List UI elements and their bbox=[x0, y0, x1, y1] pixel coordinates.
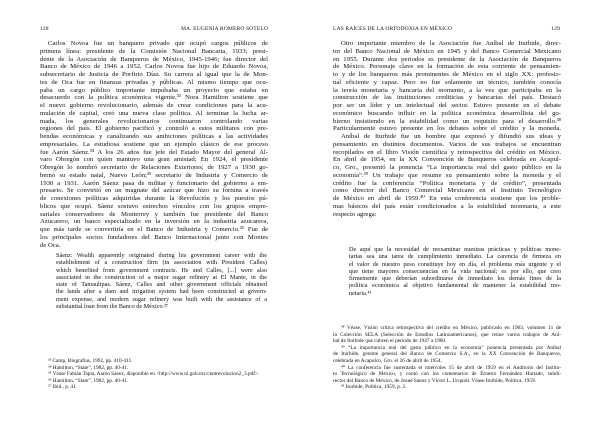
text-line: la Colección SELA (Selección de Estudios Latinoamericanos), que reúne varios trabajos de Aní- bbox=[333, 331, 561, 338]
right-page bbox=[300, 0, 600, 431]
block-quote bbox=[349, 246, 561, 297]
text-line: crédito fue la conferencia “Política monetaria y de crédito”, presentada bbox=[333, 179, 561, 187]
text-line: nal eficiente y capaz. Pero no fue solamente un técnico, también conocía bbox=[333, 78, 561, 86]
text-line: rector del Banco de México, de Josué Sáenz y Víctor L. Urquidi. Véase Iturbide, Política, 1959. bbox=[333, 377, 536, 384]
text-line: Sáenz: Wealth apparently originated during his government career with the bbox=[56, 252, 267, 259]
text-line: respecto agrega: bbox=[333, 210, 377, 218]
text-line: bernó su estado natal, Nuevo León;³⁵ secretario de Industria y Comercio de bbox=[40, 171, 268, 179]
text-line: de México. Personaje clave en la formación de esta corriente de pensamien- bbox=[333, 63, 561, 71]
page-number: 129 bbox=[551, 26, 560, 32]
text-line: co, Gro., presentó la ponencia “La importancia real del gasto público en la bbox=[333, 164, 561, 171]
text-line: empresariales. La estudiosa sostiene que un ejemplo clásico de ese proceso bbox=[40, 140, 268, 148]
text-line: Banco de México de 1946 a 1952. Carlos Novoa fue hijo de Eduardo Novoa, bbox=[40, 63, 268, 71]
text-line: blicos que ocupó. Sáenz sostuvo estrechos vínculos con los grupos empre- bbox=[40, 202, 268, 210]
text-line: ³⁷ Ibid., p. 41. bbox=[48, 384, 78, 391]
text-line: En abril de 1954, en la XX Convención de Banqueros celebrada en Acapul- bbox=[333, 156, 561, 164]
page-number: 128 bbox=[40, 26, 49, 32]
text-line: fue Aarón Sáenz.³⁴ A los 26 años fue jefe del Estado Mayor del general Ál- bbox=[40, 148, 268, 156]
text-line: que más tarde se convertiría en el Banco de Industria y Comercio.³⁶ Fue de bbox=[40, 226, 268, 233]
text-line: económico buscando influir en la política económica desarrollista del go- bbox=[333, 109, 561, 117]
text-line: Particularmente estuvo presente en los debates sobre el crédito y la moneda. bbox=[333, 125, 561, 133]
text-line: which benefited from government contracts. He and Calles, [...] were also bbox=[56, 266, 267, 274]
text-line: como director del Banco Comercial Mexicano en el Instituto Tecnológico bbox=[333, 187, 561, 195]
text-line: tor del Banco Nacional de México en 1945 y del Banco Comercial Mexicano bbox=[333, 47, 561, 55]
text-line: establishment of a construction firm (in association with President Calles) bbox=[56, 259, 267, 267]
text-line: tarias sea una tarea de cumplimiento inmediato. La carencia de firmeza en bbox=[349, 253, 561, 261]
text-line: el valor de nuestro peso constituye hoy en día, el problema más urgente y el bbox=[349, 260, 561, 268]
text-line: De aquí que la necesidad de reexaminar nuestras prácticas y políticas mone- bbox=[349, 246, 561, 253]
text-line: ⁴¹ Iturbide, Política, 1959, p. 2. bbox=[341, 384, 407, 391]
text-line: de conexiones políticas adquiridas durante la Revolución y los puestos pú- bbox=[40, 195, 268, 202]
text-line: varo Obregón con quien mantuvo una gran amistad; En 1924, el presidente bbox=[40, 156, 268, 164]
text-line: presario. Se convirtió en un magnate del azúcar que hizo su fortuna a través bbox=[40, 187, 268, 195]
text-line: ³⁶ Hamilton, “State”, 1982, pp. 40-41. bbox=[48, 377, 129, 384]
text-line: política económica al objetivo fundamental de mantener la estabilidad mo- bbox=[349, 282, 561, 290]
text-line: subsecretario de Justicia de Porfirio Díaz. Su carrera al igual que la de Mon- bbox=[40, 71, 268, 78]
text-line: firmemente que deberían subordinarse de inmediato los demás fines de la bbox=[349, 275, 561, 283]
text-line: en 1955. Durante dos periodos es presidente de la Asociación de Banqueros bbox=[333, 55, 561, 63]
text-line: ³⁸ Véase, Visión crítica retrospectiva del crédito en México, publicado en 1963, volumen 11 de bbox=[341, 325, 561, 331]
text-line: pensamiento en distintos documentos. Varios de sus trabajos se encuentran bbox=[333, 140, 561, 148]
body-text bbox=[333, 40, 561, 218]
text-line: Aníbal de Iturbide fue un hombre que expresó y difundió sus ideas y bbox=[341, 133, 561, 140]
text-line: ³³ Camp, Biografías, 1992, pp. 410-411. bbox=[48, 358, 133, 364]
text-line: Obregón lo nombró secretario de Relaciones Exteriores; de 1927 a 1930 go- bbox=[40, 164, 268, 171]
text-line: Otro importante miembro de la Asociación fue Aníbal de Iturbide, direc- bbox=[341, 40, 561, 47]
text-line: netaria.⁴¹ bbox=[349, 289, 372, 297]
text-line: bierno insistiendo en la estabilidad como un requisito para el desarrollo.³⁸ bbox=[333, 117, 561, 125]
footnotes bbox=[48, 358, 278, 391]
text-line: ³⁹ “La importancia real del gasto público en la economía” ponencia presentada por Aníbal bbox=[341, 344, 561, 351]
text-line: mada, los generales revolucionarios continuaron controlando varias bbox=[40, 117, 268, 125]
text-line: bendas económicas y canalizando sus ambiciones políticas a las actividades bbox=[40, 133, 268, 140]
text-line: de Iturbide, gerente general del Banco de Comercio S.A., en la XX Convención de Banqueros, bbox=[333, 351, 561, 358]
text-line: to Tecnológico de México, y contó con los comentarios de Ernesto Fernández Hurtado, subdi- bbox=[333, 371, 561, 378]
text-line: los principales socios fundadores del Banco Internacional junto con Montes bbox=[40, 233, 268, 241]
text-line: ⁴⁰ La conferencia fue sustentada el miércoles 15 de abril de 1959 en el Auditorio del Institu- bbox=[341, 364, 561, 371]
text-line: desacuerdo con la política económica vigente.³³ Nora Hamilton sostiene que bbox=[40, 94, 268, 102]
text-line: el nuevo gobierno revolucionario, además de crear condiciones para la acu- bbox=[40, 102, 268, 109]
text-line: associated in the construction of a major sugar refinery at El Mante, in the bbox=[56, 273, 267, 281]
text-line: construcción de las instituciones crediticias y bancarias del país. Destacó bbox=[333, 94, 561, 102]
text-line: celebrada en Acapulco, Gro. el 26 de abril de 1954. bbox=[333, 357, 442, 364]
text-line: economía”.³⁹ Un trabajo que resume su pensamiento sobre la moneda y el bbox=[333, 171, 561, 179]
body-text bbox=[40, 40, 268, 249]
text-line: to y de los banqueros más prominentes de México en el siglo XX: profesio- bbox=[333, 71, 561, 78]
text-line: the lands after a dam and irrigation system had been constructed at govern- bbox=[56, 288, 267, 296]
running-head: MA. EUGENIA ROMERO SOTELO bbox=[180, 26, 268, 32]
text-line: que tiene mayores consecuencias en la vida nacional; es por ello, que creo bbox=[349, 267, 561, 275]
text-line: state of Tamaulipas. Sáenz, Calles and other government officials obtained bbox=[56, 281, 267, 289]
text-line: recopilados en el libro Visión científica y retrospectiva del crédito en México. bbox=[333, 148, 561, 156]
text-line: ³⁵ Véase Fabián Tapia, Aarón Sáenz, disponible en <http://www.nl.gob.mx/centrevolucion2_3.pdf>. bbox=[48, 371, 260, 378]
text-line: 1930 a 1931. Aarón Sáenz pasa de militar y funcionario del gobierno a em- bbox=[40, 179, 268, 187]
text-line: substantial loan from the Banco de México.³⁷ bbox=[56, 303, 169, 311]
text-line: Azucarero, un banco especializado en la inversión en la industria azucarera, bbox=[40, 218, 268, 226]
text-line: de México en abril de 1959.⁴⁰ En esta conferencia sostiene que los proble- bbox=[333, 195, 561, 202]
text-line: ment expense, and modern sugar refinery was built with the assistance of a bbox=[56, 295, 267, 303]
text-line: Carlos Novoa fue un banquero privado que ocupó cargos públicos de bbox=[48, 40, 268, 47]
text-line: paba un cargo público importante impulsaba un proyecto que estaba en bbox=[40, 86, 268, 94]
text-line: bal de Iturbide que cubren el periodo de 1947 a 1960. bbox=[333, 338, 447, 345]
text-line: dente de la Asociación de Banqueros de México, 1945-1946; fue director del bbox=[40, 55, 268, 63]
text-line: mulación de capital, creó una nueva clase política. Al terminar la lucha ar- bbox=[40, 109, 268, 117]
text-line: sariales conservadores de Monterrey y también fue presidente del Banco bbox=[40, 210, 268, 218]
text-line: primera línea: presidente de la Comisión Nacional Bancaria, 1933; presi- bbox=[40, 47, 268, 55]
block-quote bbox=[56, 252, 267, 310]
running-head: LAS RAÍCES DE LA ORTODOXIA EN MÉXICO bbox=[333, 26, 453, 32]
text-line: de Oca. bbox=[40, 241, 61, 249]
text-line: ³⁴ Hamilton, “State”, 1982, pp. 40-41. bbox=[48, 364, 129, 371]
footnotes bbox=[333, 325, 561, 391]
text-line: regiones del país. El gobierno pacificó y controló a estos militares con pre- bbox=[40, 125, 268, 133]
text-line: por ser un líder y un intelectual del sector. Estuvo presente en el debate bbox=[333, 102, 561, 109]
text-line: mas básicos del país están condicionados a la estabilidad monetaria, a este bbox=[333, 202, 561, 210]
text-line: tes de Oca fue en finanzas privadas y públicas. Al mismo tiempo que ocu- bbox=[40, 78, 268, 86]
text-line: la teoría monetaria y bancaria del momento, a la vez que participaba en la bbox=[333, 86, 561, 94]
